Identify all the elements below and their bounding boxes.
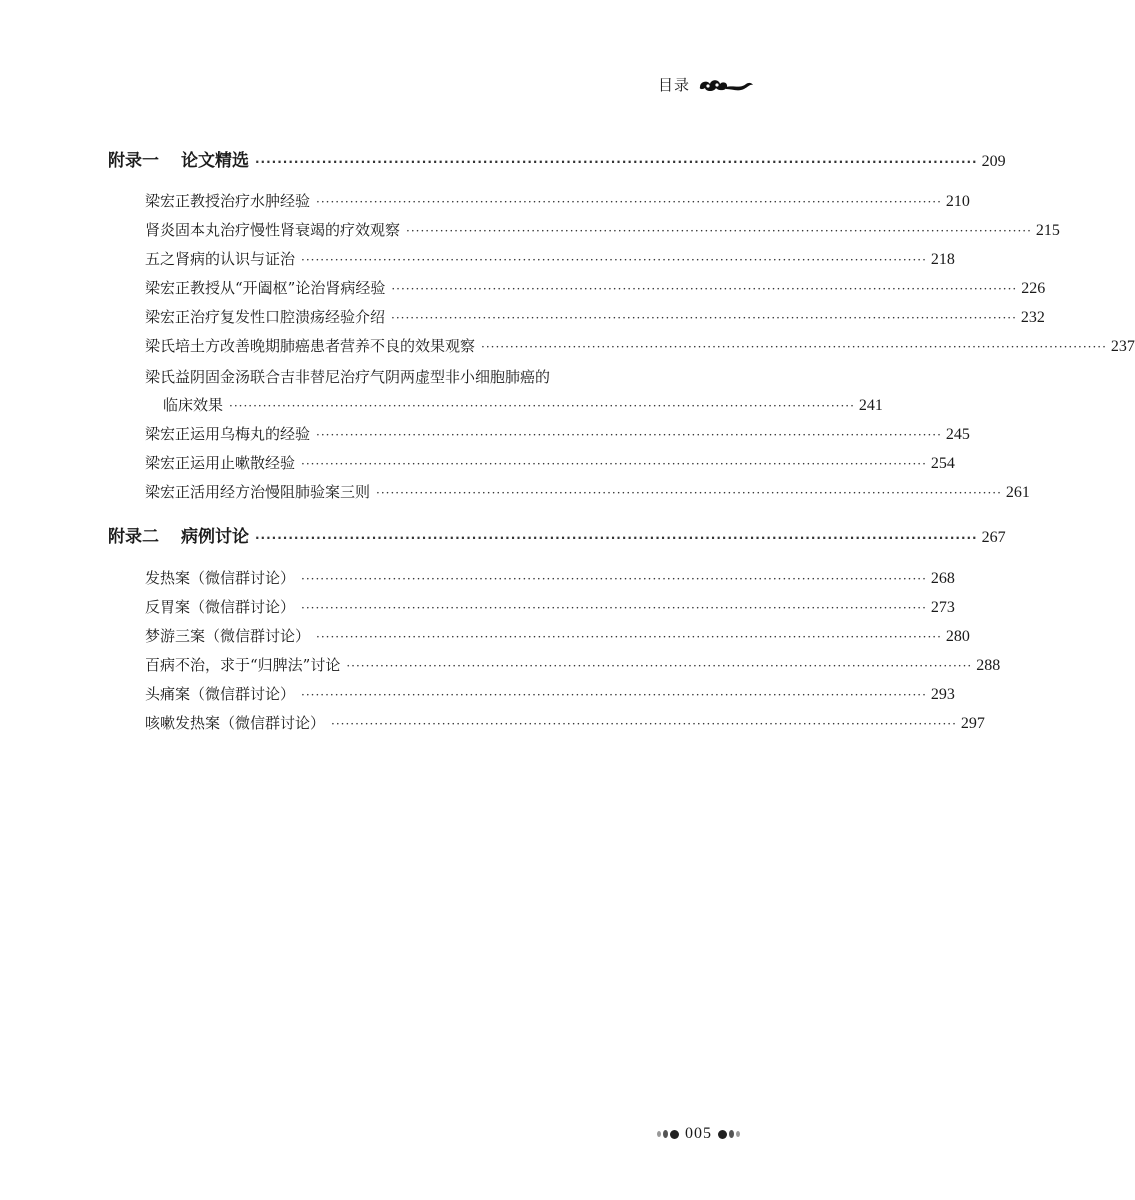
footer-page-number: 005 [685,1125,712,1142]
page-number: 245 [945,426,970,443]
page-number: 226 [1021,280,1046,297]
section-label: 附录一 [108,151,159,171]
entry-title: 梁宏正治疗复发性口腔溃疡经验介绍 [145,308,386,326]
page-number: 210 [945,193,970,210]
dot-leader: ·································································································································· [481,340,1107,354]
toc-entry[interactable] [0,248,955,274]
page-number: 280 [945,628,970,645]
page-number: 288 [976,657,1001,674]
entry-title: 梁氏培土方改善晚期肺癌患者营养不良的效果观察 [145,337,476,355]
toc-entry[interactable] [0,683,955,709]
dot-leader: ·································································································································· [301,253,927,267]
section-title: 病例讨论 [181,527,249,547]
toc-entry[interactable] [0,394,883,420]
dot-leader: ·································································································································· [301,601,927,615]
toc-entry[interactable] [0,596,955,622]
toc-entry[interactable] [0,219,1060,245]
entry-title-line2: 临床效果 [163,396,224,414]
entry-title: 梁宏正运用止嗽散经验 [145,454,296,472]
toc-section-2[interactable] [0,522,1006,548]
toc-entry[interactable] [0,306,1045,332]
page-number: 293 [930,686,955,703]
page-number: 218 [930,251,955,268]
entry-title: 发热案（微信群讨论） [145,569,296,587]
page-number: 254 [930,455,955,472]
dot-leader: ·································································································································· [301,572,927,586]
toc-entry[interactable] [0,335,1135,361]
page-number: 268 [930,570,955,587]
dot-leader: ·································································································································· [316,428,942,442]
dot-leader: ·································································································································· [376,486,1002,500]
dot-leader: ·································································································································· [331,717,957,731]
entry-title: 梁宏正运用乌梅丸的经验 [145,425,311,443]
dot-leader: ·································································································································· [255,531,978,545]
running-header [658,74,754,95]
entry-title: 肾炎固本丸治疗慢性肾衰竭的疗效观察 [145,221,401,239]
toc-entry[interactable] [0,712,985,738]
entry-title: 梁宏正教授治疗水肿经验 [145,192,311,210]
toc-section-1[interactable] [0,146,1006,172]
entry-title: 反胃案（微信群讨论） [145,598,296,616]
entry-title: 梁宏正活用经方治慢阻肺验案三则 [145,483,371,501]
dot-leader: ·································································································································· [391,311,1017,325]
dot-leader: ·································································································································· [301,457,927,471]
header-title: 目录 [657,76,690,94]
entry-title: 咳嗽发热案（微信群讨论） [145,714,326,732]
right-dots-ornament-icon [718,1130,740,1139]
page-number: 241 [858,397,883,414]
page-footer [657,1125,740,1143]
left-dots-ornament-icon [657,1130,679,1139]
section-title: 论文精选 [181,151,249,171]
entry-title: 头痛案（微信群讨论） [145,685,296,703]
page-number: 273 [930,599,955,616]
toc-entry[interactable] [0,190,970,216]
toc-entry[interactable] [0,277,1046,303]
dot-leader: ·································································································································· [316,195,942,209]
section-label: 附录二 [108,527,159,547]
page-number: 261 [1005,484,1030,501]
page-number: 232 [1020,309,1045,326]
entry-title: 五之肾病的认识与证治 [145,250,296,268]
dot-leader: ·································································································································· [255,155,978,169]
toc-entry[interactable] [0,452,955,478]
entry-title: 梦游三案（微信群讨论） [145,627,311,645]
dot-leader: ·································································································································· [406,224,1032,238]
page-number: 209 [981,153,1006,170]
entry-title: 百病不治，求于“归脾法”讨论 [145,656,341,674]
dot-leader: ·································································································································· [301,688,927,702]
page-number: 267 [981,529,1006,546]
page-number: 215 [1035,222,1060,239]
toc-entry[interactable] [0,654,1001,680]
toc-entry-line1[interactable]: 梁氏益阴固金汤联合吉非替尼治疗气阴两虚型非小细胞肺癌的 [145,368,551,386]
toc-entry[interactable] [0,481,1030,507]
dot-leader: ·································································································································· [391,282,1018,296]
entry-title: 梁宏正教授从“开阖枢”论治肾病经验 [145,279,386,297]
page-number: 237 [1110,338,1135,355]
dot-leader: ·································································································································· [229,399,855,413]
toc-entry[interactable] [0,423,970,449]
dot-leader: ·································································································································· [346,659,973,673]
toc-entry[interactable] [0,567,955,593]
dot-leader: ·································································································································· [316,630,942,644]
page-number: 297 [960,715,985,732]
toc-entry[interactable] [0,625,970,651]
cloud-ornament-icon [696,75,754,95]
